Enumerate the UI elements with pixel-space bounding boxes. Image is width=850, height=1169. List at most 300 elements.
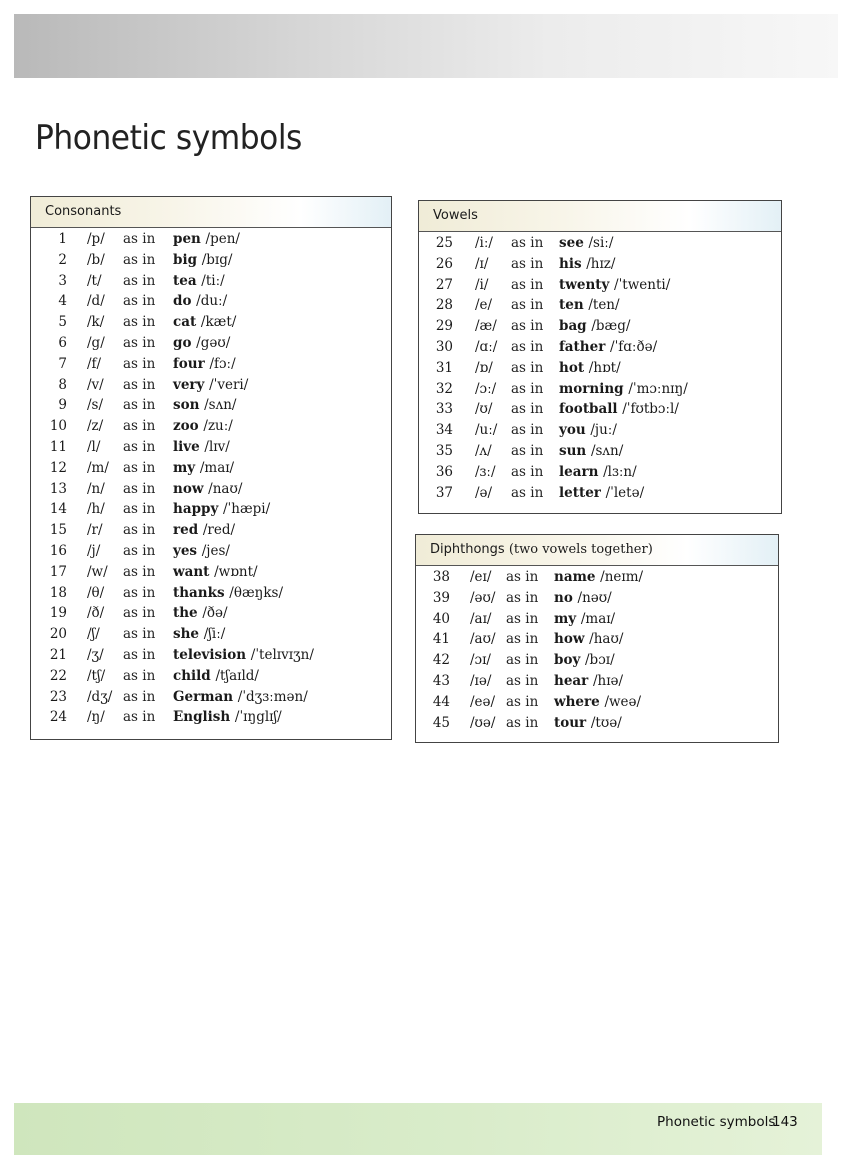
transcription: /zuː/ (203, 418, 233, 435)
table-row (31, 603, 391, 624)
example-word-text: red (173, 522, 199, 539)
transcription: /tʊə/ (590, 714, 622, 731)
row-number: 39 (432, 589, 450, 606)
transcription: /juː/ (590, 422, 617, 439)
row-number: 32 (435, 380, 453, 397)
example-word-text: twenty (559, 276, 610, 293)
transcription: /red/ (202, 522, 236, 539)
example-word (173, 479, 242, 500)
row-number: 2 (58, 251, 67, 268)
example-word (173, 520, 235, 541)
table-row (419, 379, 781, 400)
table-row (31, 229, 391, 250)
example-word (173, 603, 228, 624)
table-row (31, 250, 391, 271)
example-word-text: child (173, 667, 211, 684)
table-row (419, 233, 781, 254)
example-word (173, 499, 270, 520)
row-number: 29 (435, 318, 453, 335)
example-word (559, 275, 670, 296)
transcription: /tʃaɪld/ (215, 667, 259, 684)
table-row (419, 441, 781, 462)
consonants-heading-label: Consonants (45, 204, 122, 219)
example-word (554, 567, 643, 588)
example-word (554, 629, 623, 650)
table-row (31, 707, 391, 728)
example-word-text: big (173, 251, 198, 268)
example-word-text: boy (554, 652, 581, 669)
phonetic-symbol: /ŋ/ (87, 709, 105, 726)
phonetic-symbol: /uː/ (475, 422, 498, 439)
as-in-label: as in (123, 314, 156, 331)
as-in-label: as in (123, 251, 156, 268)
as-in-label: as in (123, 272, 156, 289)
transcription: /jes/ (201, 542, 230, 559)
transcription: /ˈveri/ (209, 376, 249, 393)
as-in-label: as in (511, 276, 544, 293)
phonetic-symbol: /iː/ (475, 235, 493, 251)
phonetic-symbol: /ɪə/ (470, 672, 492, 689)
table-row (416, 609, 778, 630)
row-number: 5 (58, 314, 67, 331)
phonetic-symbol: /ʊə/ (470, 714, 496, 731)
example-word (559, 295, 620, 316)
phonetic-symbol: /ʊ/ (475, 401, 493, 418)
phonetic-symbol: /k/ (87, 314, 105, 331)
table-row (31, 687, 391, 708)
transcription: /bɔɪ/ (585, 652, 615, 669)
example-word-text: my (554, 610, 577, 627)
transcription: /duː/ (196, 293, 228, 310)
row-number: 3 (58, 272, 67, 289)
example-word-text: see (559, 235, 584, 251)
diphthongs-rows (416, 566, 778, 733)
as-in-label: as in (123, 646, 156, 663)
row-number: 38 (432, 569, 450, 585)
row-number: 28 (435, 297, 453, 314)
phonetic-symbol: /ɜː/ (475, 463, 496, 480)
transcription: /kæt/ (200, 314, 237, 331)
consonants-table (30, 196, 392, 740)
table-row (416, 588, 778, 609)
as-in-label: as in (123, 376, 156, 393)
example-word-text: his (559, 255, 582, 272)
table-row (31, 312, 391, 333)
row-number: 22 (49, 667, 67, 684)
row-number: 8 (58, 376, 67, 393)
table-row (31, 291, 391, 312)
transcription: /ˈɪŋglɪʃ/ (234, 709, 282, 726)
phonetic-symbol: /l/ (87, 438, 101, 455)
row-number: 16 (49, 542, 67, 559)
example-word-text: thanks (173, 584, 225, 601)
as-in-label: as in (123, 522, 156, 539)
header-band (14, 14, 838, 78)
as-in-label: as in (123, 667, 156, 684)
phonetic-symbol: /h/ (87, 501, 105, 518)
table-row (31, 333, 391, 354)
row-number: 30 (435, 338, 453, 355)
row-number: 40 (432, 610, 450, 627)
transcription: /ˈtwenti/ (614, 276, 671, 293)
transcription: /maɪ/ (580, 610, 616, 627)
table-row (31, 416, 391, 437)
example-word-text: live (173, 438, 200, 455)
example-word-text: yes (173, 542, 198, 559)
table-row (31, 395, 391, 416)
as-in-label: as in (123, 542, 156, 559)
diphthongs-heading-label: Diphthongs (430, 542, 505, 557)
transcription: /ˈtelɪvɪʒn/ (250, 646, 314, 663)
transcription: /ˈletə/ (605, 484, 645, 501)
transcription: /maɪ/ (199, 459, 235, 476)
transcription: /ˈmɔːnɪŋ/ (628, 380, 688, 397)
table-row (416, 567, 778, 588)
page-number: 143 (772, 1114, 798, 1130)
example-word (173, 437, 230, 458)
as-in-label: as in (506, 693, 539, 710)
vowels-table (418, 200, 782, 514)
example-word-text: name (554, 569, 596, 585)
example-word (173, 416, 233, 437)
table-row (31, 375, 391, 396)
row-number: 14 (49, 501, 67, 518)
example-word-text: father (559, 338, 606, 355)
table-row (419, 275, 781, 296)
row-number: 23 (49, 688, 67, 705)
as-in-label: as in (511, 297, 544, 314)
table-row (416, 650, 778, 671)
example-word-text: television (173, 646, 247, 663)
example-word (173, 395, 236, 416)
row-number: 31 (435, 359, 453, 376)
as-in-label: as in (511, 401, 544, 418)
phonetic-symbol: /ɔː/ (475, 380, 497, 397)
row-number: 7 (58, 355, 67, 372)
row-number: 11 (49, 438, 67, 455)
example-word-text: pen (173, 231, 201, 247)
example-word (173, 645, 314, 666)
example-word (173, 583, 283, 604)
as-in-label: as in (506, 631, 539, 648)
as-in-label: as in (123, 709, 156, 726)
as-in-label: as in (511, 235, 544, 251)
row-number: 35 (435, 442, 453, 459)
phonetic-symbol: /p/ (87, 231, 105, 247)
as-in-label: as in (123, 688, 156, 705)
table-row (31, 562, 391, 583)
phonetic-symbol: /ʃ/ (87, 626, 100, 643)
phonetic-symbol: /ð/ (87, 605, 105, 622)
example-word (554, 692, 641, 713)
example-word-text: happy (173, 501, 219, 518)
as-in-label: as in (506, 714, 539, 731)
table-row (419, 316, 781, 337)
as-in-label: as in (123, 626, 156, 643)
example-word (554, 588, 612, 609)
page-title: Phonetic symbols (35, 118, 302, 158)
example-word-text: zoo (173, 418, 199, 435)
row-number: 6 (58, 334, 67, 351)
table-row (31, 666, 391, 687)
table-row (419, 254, 781, 275)
example-word (173, 354, 236, 375)
example-word-text: football (559, 401, 618, 418)
as-in-label: as in (511, 318, 544, 335)
example-word-text: very (173, 376, 205, 393)
example-word-text: now (173, 480, 204, 497)
transcription: /hɪə/ (592, 672, 624, 689)
phonetic-symbol: /tʃ/ (87, 667, 106, 684)
as-in-label: as in (506, 610, 539, 627)
example-word-text: letter (559, 484, 601, 501)
example-word (173, 562, 258, 583)
row-number: 24 (49, 709, 67, 726)
transcription: /θæŋks/ (229, 584, 283, 601)
row-number: 4 (58, 293, 67, 310)
phonetic-symbol: /d/ (87, 293, 105, 310)
example-word-text: go (173, 334, 192, 351)
transcription: /tiː/ (201, 272, 225, 289)
table-row (419, 358, 781, 379)
as-in-label: as in (511, 359, 544, 376)
example-word-text: how (554, 631, 585, 648)
row-number: 19 (49, 605, 67, 622)
phonetic-symbol: /z/ (87, 418, 104, 435)
phonetic-symbol: /n/ (87, 480, 105, 497)
phonetic-symbol: /aʊ/ (470, 631, 496, 648)
example-word-text: where (554, 693, 600, 710)
transcription: /gəʊ/ (196, 334, 231, 351)
row-number: 34 (435, 422, 453, 439)
as-in-label: as in (506, 672, 539, 689)
row-number: 44 (432, 693, 450, 710)
example-word (554, 609, 615, 630)
row-number: 18 (49, 584, 67, 601)
transcription: /hɪz/ (586, 255, 616, 272)
transcription: /wɒnt/ (214, 563, 258, 580)
example-word (173, 624, 225, 645)
table-row (31, 645, 391, 666)
consonants-rows (31, 228, 391, 728)
row-number: 13 (49, 480, 67, 497)
example-word-text: morning (559, 380, 624, 397)
as-in-label: as in (511, 422, 544, 439)
row-number: 9 (58, 397, 67, 414)
table-row (31, 479, 391, 500)
row-number: 12 (49, 459, 67, 476)
transcription: /hɒt/ (588, 359, 621, 376)
row-number: 33 (435, 401, 453, 418)
phonetic-symbol: /dʒ/ (87, 688, 113, 705)
phonetic-symbol: /v/ (87, 376, 104, 393)
row-number: 43 (432, 672, 450, 689)
phonetic-symbol: /j/ (87, 542, 101, 559)
diphthongs-subheading: (two vowels together) (508, 542, 653, 557)
example-word-text: English (173, 709, 231, 726)
example-word (173, 687, 308, 708)
example-word-text: four (173, 355, 205, 372)
example-word (173, 229, 240, 250)
as-in-label: as in (123, 438, 156, 455)
table-row (419, 483, 781, 504)
as-in-label: as in (511, 380, 544, 397)
as-in-label: as in (123, 459, 156, 476)
example-word (559, 462, 637, 483)
phonetic-symbol: /ʌ/ (475, 442, 492, 459)
row-number: 45 (432, 714, 450, 731)
example-word-text: German (173, 688, 234, 705)
example-word-text: learn (559, 463, 599, 480)
phonetic-symbol: /f/ (87, 355, 102, 372)
transcription: /sʌn/ (590, 442, 624, 459)
table-row (31, 520, 391, 541)
phonetic-symbol: /ɑː/ (475, 338, 498, 355)
phonetic-symbol: /i/ (475, 276, 489, 293)
table-row (419, 399, 781, 420)
footer-label: Phonetic symbols (657, 1114, 776, 1130)
row-number: 10 (49, 418, 67, 435)
as-in-label: as in (511, 338, 544, 355)
phonetic-symbol: /s/ (87, 397, 104, 414)
example-word-text: sun (559, 442, 587, 459)
example-word-text: hot (559, 359, 585, 376)
table-row (31, 458, 391, 479)
transcription: /fɔː/ (209, 355, 236, 372)
row-number: 42 (432, 652, 450, 669)
as-in-label: as in (123, 397, 156, 414)
table-row (416, 671, 778, 692)
transcription: /ten/ (588, 297, 620, 314)
as-in-label: as in (511, 442, 544, 459)
example-word-text: she (173, 626, 200, 643)
as-in-label: as in (506, 652, 539, 669)
as-in-label: as in (506, 589, 539, 606)
phonetic-symbol: /r/ (87, 522, 103, 539)
example-word (559, 337, 657, 358)
example-word-text: tour (554, 714, 587, 731)
example-word-text: no (554, 589, 573, 606)
example-word (554, 650, 615, 671)
example-word (173, 333, 230, 354)
example-word (559, 441, 623, 462)
vowels-heading (419, 201, 781, 232)
example-word-text: my (173, 459, 196, 476)
example-word (559, 254, 615, 275)
as-in-label: as in (506, 569, 539, 585)
table-row (416, 713, 778, 734)
example-word (173, 541, 230, 562)
example-word-text: hear (554, 672, 589, 689)
example-word (559, 420, 617, 441)
row-number: 36 (435, 463, 453, 480)
phonetic-symbol: /aɪ/ (470, 610, 492, 627)
example-word-text: want (173, 563, 210, 580)
example-word (173, 291, 227, 312)
as-in-label: as in (123, 501, 156, 518)
example-word (173, 375, 248, 396)
table-row (416, 692, 778, 713)
example-word (173, 666, 259, 687)
table-row (419, 420, 781, 441)
example-word (173, 458, 234, 479)
as-in-label: as in (123, 480, 156, 497)
as-in-label: as in (123, 563, 156, 580)
example-word-text: cat (173, 314, 197, 331)
example-word-text: son (173, 397, 200, 414)
as-in-label: as in (511, 255, 544, 272)
phonetic-symbol: /ʒ/ (87, 646, 104, 663)
vowels-heading-label: Vowels (433, 208, 478, 223)
phonetic-symbol: /t/ (87, 272, 102, 289)
transcription: /ðə/ (202, 605, 228, 622)
transcription: /neɪm/ (600, 569, 644, 585)
as-in-label: as in (511, 484, 544, 501)
row-number: 27 (435, 276, 453, 293)
as-in-label: as in (123, 418, 156, 435)
example-word (559, 358, 621, 379)
row-number: 21 (49, 646, 67, 663)
row-number: 37 (435, 484, 453, 501)
table-row (419, 337, 781, 358)
example-word-text: do (173, 293, 192, 310)
transcription: /bæg/ (591, 318, 631, 335)
phonetic-symbol: /e/ (475, 297, 493, 314)
phonetic-symbol: /m/ (87, 459, 109, 476)
example-word (559, 399, 679, 420)
as-in-label: as in (123, 355, 156, 372)
phonetic-symbol: /æ/ (475, 318, 497, 335)
transcription: /ˈfɑːðə/ (610, 338, 658, 355)
example-word (173, 271, 225, 292)
example-word (559, 233, 613, 254)
transcription: /ʃiː/ (203, 626, 226, 643)
row-number: 41 (432, 631, 450, 648)
as-in-label: as in (123, 231, 156, 247)
transcription: /haʊ/ (589, 631, 624, 648)
example-word-text: bag (559, 318, 587, 335)
row-number: 17 (49, 563, 67, 580)
transcription: /weə/ (604, 693, 642, 710)
table-row (31, 437, 391, 458)
transcription: /ˈhæpi/ (223, 501, 271, 518)
example-word-text: the (173, 605, 198, 622)
row-number: 15 (49, 522, 67, 539)
phonetic-symbol: /ɪ/ (475, 255, 489, 272)
example-word (559, 483, 644, 504)
consonants-heading (31, 197, 391, 228)
row-number: 1 (58, 231, 67, 247)
phonetic-symbol: /ə/ (475, 484, 493, 501)
table-row (31, 583, 391, 604)
example-word (173, 707, 282, 728)
transcription: /naʊ/ (208, 480, 243, 497)
example-word (173, 250, 232, 271)
example-word-text: tea (173, 272, 197, 289)
vowels-rows (419, 232, 781, 503)
as-in-label: as in (123, 605, 156, 622)
phonetic-symbol: /b/ (87, 251, 105, 268)
example-word (554, 671, 623, 692)
phonetic-symbol: /θ/ (87, 584, 105, 601)
table-row (419, 295, 781, 316)
phonetic-symbol: /g/ (87, 334, 105, 351)
transcription: /lɪv/ (204, 438, 230, 455)
as-in-label: as in (123, 334, 156, 351)
transcription: /bɪg/ (201, 251, 233, 268)
table-row (419, 462, 781, 483)
transcription: /ˈfʊtbɔːl/ (622, 401, 679, 418)
